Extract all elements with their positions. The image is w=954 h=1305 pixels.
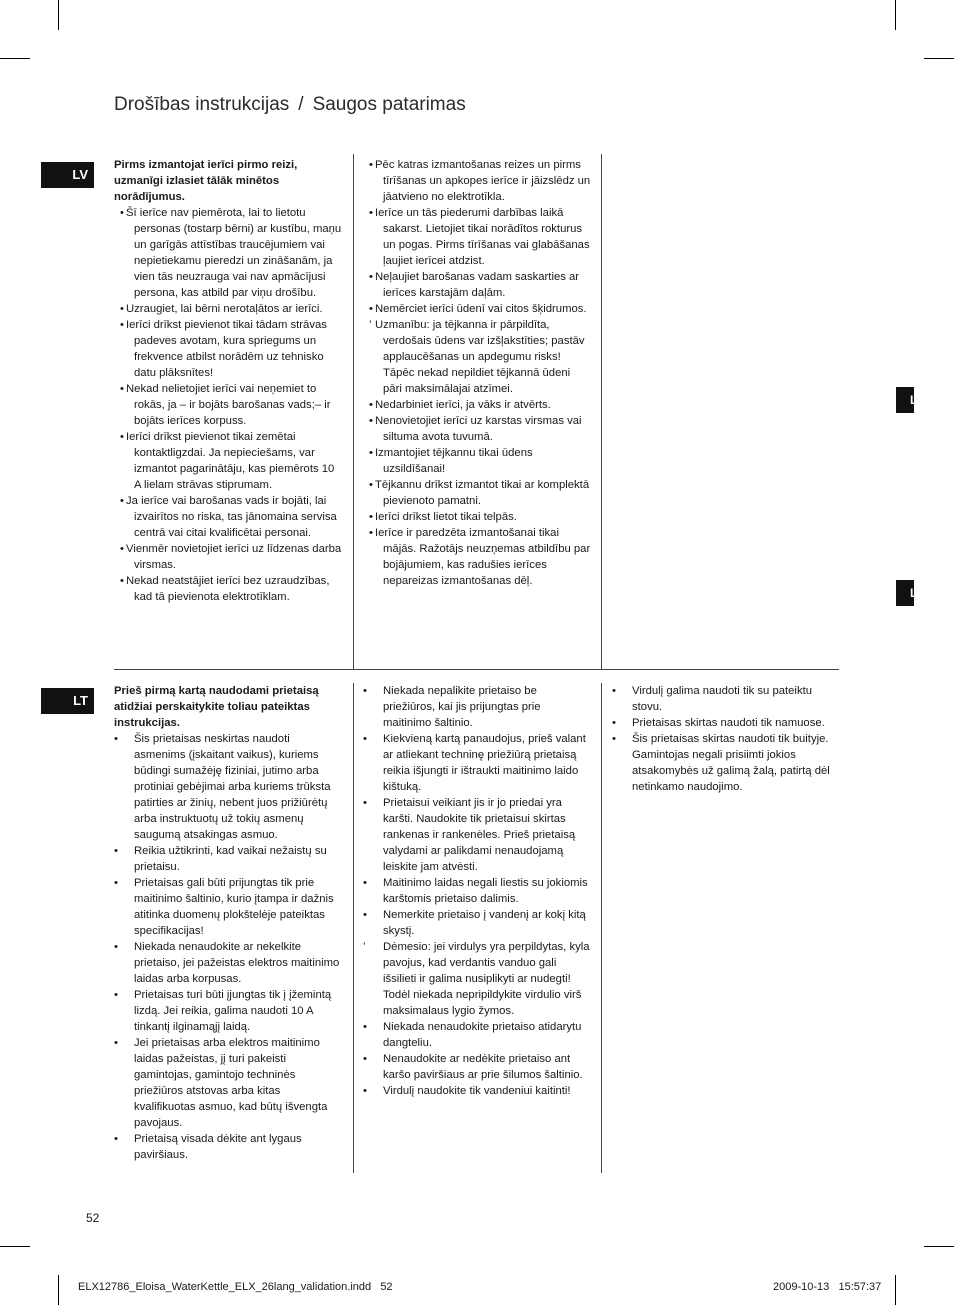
- crop-mark: [58, 0, 59, 30]
- list-item: • Kiekvieną kartą panaudojus, prieš valant ar atliekant techninę priežiūrą prietaisą reikia išjungti ir ištraukti maitinimo laido kištuką.: [363, 733, 586, 793]
- column-divider: [601, 683, 602, 1173]
- footer-file-info: [78, 1281, 393, 1293]
- footer-time: 15:57:37: [838, 1281, 882, 1293]
- column-divider: [353, 154, 354, 670]
- list-item: • Prietaisas gali būti prijungtas tik prie maitinimo šaltinio, kurio įtampa ir dažnis atitinka duomenų plokštelėje pateiktas specifikacijas!: [114, 877, 334, 937]
- title-lt: Saugos patarimas: [312, 94, 466, 115]
- list-item: • Prietaisą visada dėkite ant lygaus paviršiaus.: [114, 1133, 302, 1161]
- crop-mark: [924, 58, 954, 59]
- list-item: • Virdulį naudokite tik vandeniui kaitinti!: [363, 1085, 571, 1097]
- lt-intro: Prieš pirmą kartą naudodami prietaisą atidžiai perskaitykite toliau pateiktas instrukcijas.: [114, 685, 319, 729]
- list-item: ’ Uzmanību: ja tējkanna ir pārpildīta, verdošais ūdens var izšļakstīties; pastāv applaucēšanas un apdegumu risks! Tāpēc nekad nepildiet tējkannā ūdeni pāri maksimālajai atzīmei.: [369, 319, 585, 395]
- lv-column-2: [363, 157, 591, 589]
- lv-column-1: [114, 157, 342, 605]
- crop-mark: [924, 1246, 954, 1247]
- list-item: • Niekada nenaudokite prietaiso atidarytu dangteliu.: [363, 1021, 582, 1049]
- list-item: • Uzraugiet, lai bērni nerotaļātos ar ierīci.: [120, 303, 323, 315]
- page-number: 52: [86, 1211, 100, 1225]
- title-lv: Drošības instrukcijas: [114, 94, 290, 115]
- list-item: • Ierīci drīkst pievienot tikai zemētai kontaktligzdai. Ja nepieciešams, var izmantot pagarinātāju, kas piemērots 10 A lielam strāvas stiprumam.: [120, 431, 335, 491]
- list-item: • Neļaujiet barošanas vadam saskarties ar ierīces karstajām daļām.: [369, 271, 580, 299]
- list-item: • Prietaisui veikiant jis ir jo priedai yra karšti. Naudokite tik prietaisui skirtas rankenas ir rankenėles. Prieš prietaisą valydami ar palikdami nenaudojamą leiskite jam atvėsti.: [363, 797, 576, 873]
- title-separator: /: [298, 94, 304, 115]
- list-item: • Ja ierīce vai barošanas vads ir bojāti, lai izvairītos no riska, tas jānomaina servisa centrā vai citai kvalificētai personai.: [120, 495, 337, 539]
- side-language-tab: L: [896, 387, 914, 413]
- lt-column-2: [363, 683, 591, 1099]
- list-item: • Šī ierīce nav piemērota, lai to lietotu personas (tostarp bērni) ar kustību, maņu un garīgās attīstības traucējumiem vai nepietiekamu pieredzi un zināšanām, ja vien tās neuzrauga vai nav apmācījusi persona, kas atbild par viņu drošību.: [120, 207, 342, 299]
- crop-mark: [895, 1275, 896, 1305]
- list-item: • Vienmēr novietojiet ierīci uz līdzenas darba virsmas.: [120, 543, 342, 571]
- language-tab-lv: LV: [41, 162, 94, 188]
- list-item: • Ierīce ir paredzēta izmantošanai tikai mājās. Ražotājs neuzņemas atbildību par bojājumiem, kas radušies ierīces nepareizas izmantošanas dēļ.: [369, 527, 591, 587]
- lt-column-1: [114, 683, 342, 1163]
- column-divider: [601, 154, 602, 670]
- list-item: • Nenaudokite ar nedėkite prietaiso ant karšo paviršiaus ar prie šilumos šaltinio.: [363, 1053, 583, 1081]
- list-item: • Niekada nepalikite prietaiso be priežiūros, kai jis prijungtas prie maitinimo šaltinio.: [363, 685, 541, 729]
- crop-mark: [58, 1275, 59, 1305]
- footer-timestamp: [773, 1281, 881, 1293]
- list-item: • Nemerkite prietaiso į vandenį ar kokį kitą skystį.: [363, 909, 586, 937]
- list-item: • Ierīci drīkst lietot tikai telpās.: [369, 511, 517, 523]
- column-divider: [353, 683, 354, 1173]
- list-item: • Nedarbiniet ierīci, ja vāks ir atvērts.: [369, 399, 551, 411]
- list-item: • Niekada nenaudokite ar nekelkite prietaiso, jei pažeistas elektros maitinimo laidas arba korpusas.: [114, 941, 340, 985]
- footer-date: 2009-10-13: [773, 1281, 830, 1293]
- list-item: • Ierīci drīkst pievienot tikai tādam strāvas padeves avotam, kura spriegums un frekvence atbilst norādēm uz tehnisko datu plāksnītes!: [120, 319, 327, 379]
- list-item: • Nekad neatstājiet ierīci bez uzraudzības, kad tā pievienota elektrotīklam.: [120, 575, 330, 603]
- language-tab-lt: LT: [41, 688, 94, 714]
- crop-mark: [0, 58, 30, 59]
- list-item: • Šis prietaisas neskirtas naudoti asmenims (įskaitant vaikus), kuriems būdingi sumažėję fiziniai, jutimo arba protiniai gebėjimai arba kuriems trūksta patirties ar žinių, nebent juos prižiūrėtų arba instruktuotų už tokių asmenų saugumą atsakingas asmuo.: [114, 733, 331, 841]
- list-item: • Nekad nelietojiet ierīci vai neņemiet to rokās, ja – ir bojāts barošanas vads;– ir bojāts ierīces korpuss.: [120, 383, 331, 427]
- footer-page: 52: [380, 1281, 393, 1293]
- section-divider: [114, 669, 839, 670]
- list-item: • Prietaisas skirtas naudoti tik namuose.: [612, 717, 825, 729]
- crop-mark: [895, 0, 896, 30]
- list-item: • Nemērciet ierīci ūdenī vai citos šķidrumos.: [369, 303, 587, 315]
- list-item: • Prietaisas turi būti įjungtas tik į įžemintą lizdą. Jei reikia, galima naudoti 10 A tinkantį ilginamąjį laidą.: [114, 989, 332, 1033]
- list-item: • Jei prietaisas arba elektros maitinimo laidas pažeistas, jį turi pakeisti gamintojas, gamintojo techninės priežiūros atstovas arba kitas kvalifikuotas asmuo, kad būtų išvengta pavojaus.: [114, 1037, 328, 1129]
- lv-intro: Pirms izmantojat ierīci pirmo reizi, uzmanīgi izlasiet tālāk minētos norādījumus.: [114, 159, 298, 203]
- side-language-tab: L: [896, 580, 914, 606]
- list-item: • Virdulį galima naudoti tik su pateiktu stovu.: [612, 685, 813, 713]
- lt-column-3: [612, 683, 840, 795]
- footer-filename: ELX12786_Eloisa_WaterKettle_ELX_26lang_validation.indd: [78, 1281, 372, 1293]
- list-item: • Nenovietojiet ierīci uz karstas virsmas vai siltuma avota tuvumā.: [369, 415, 582, 443]
- page-title: [114, 94, 466, 116]
- list-item: • Maitinimo laidas negali liestis su jokiomis karštomis prietaiso dalimis.: [363, 877, 588, 905]
- list-item: • Reikia užtikrinti, kad vaikai nežaistų su prietaisu.: [114, 845, 327, 873]
- list-item: • Pēc katras izmantošanas reizes un pirms tīrīšanas un apkopes ierīce ir jāizslēdz un jāatvieno no elektrotīkla.: [369, 159, 591, 203]
- list-item: • Tējkannu drīkst izmantot tikai ar komplektā pievienoto pamatni.: [369, 479, 590, 507]
- list-item: • Šis prietaisas skirtas naudoti tik buityje. Gamintojas negali prisiimti jokios atsakomybės už galimą žalą, patirtą dėl netinkamo naudojimo.: [612, 733, 830, 793]
- crop-mark: [0, 1246, 30, 1247]
- list-item: • Ierīce un tās piederumi darbības laikā sakarst. Lietojiet tikai norādītos rokturus un pogas. Pirms tīrīšanas vai glabāšanas ļaujiet ierīcei atdzist.: [369, 207, 590, 267]
- list-item: • Izmantojiet tējkannu tikai ūdens uzsildīšanai!: [369, 447, 533, 475]
- list-item: ’ Dėmesio: jei virdulys yra perpildytas, kyla pavojus, kad verdantis vanduo gali išsilieti ir galima nusiplikyti ar nudegti! Todėl niekada nepripildykite virdulio virš maksimalaus lygio žymos.: [363, 941, 590, 1017]
